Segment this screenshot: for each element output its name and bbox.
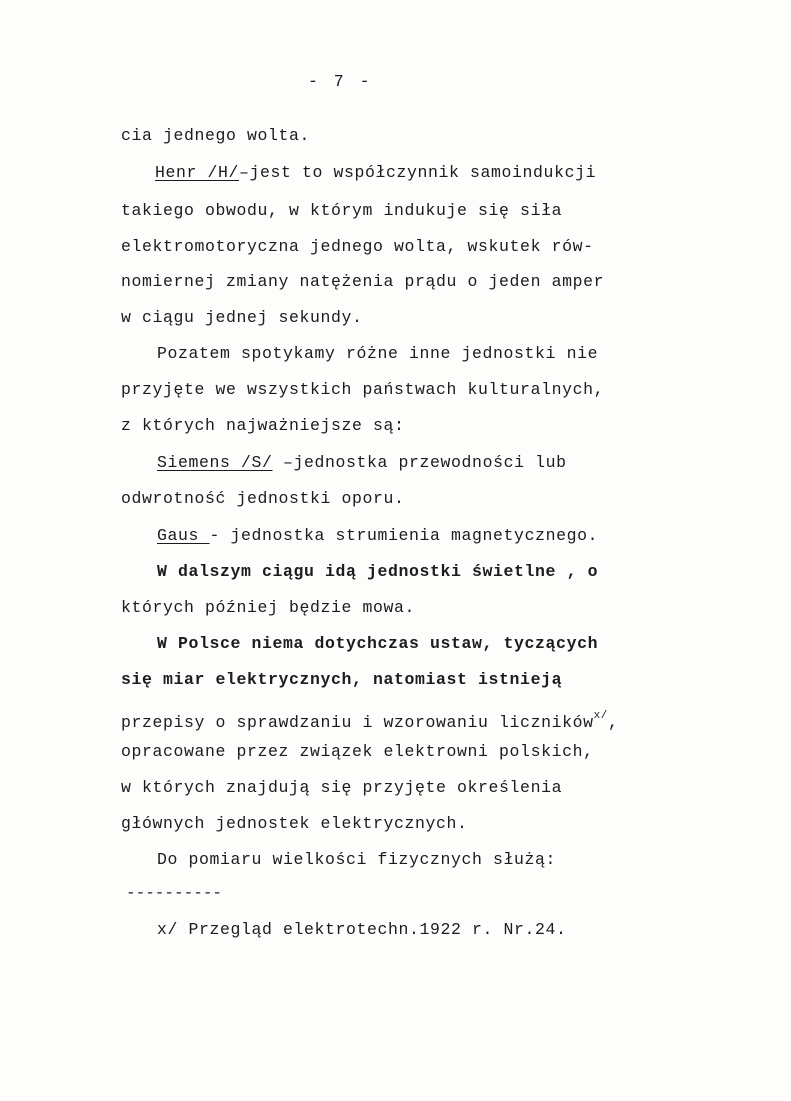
footnote-text: x/ Przegląd elektrotechn.1922 r. Nr.24. <box>157 920 567 939</box>
text-line-17 <box>121 706 619 733</box>
text-line-17-main: przepisy o sprawdzaniu i wzorowaniu liczników <box>121 713 594 732</box>
term-gaus: Gaus <box>157 526 210 545</box>
text-line-15: W Polsce niema dotychczas ustaw, tyczących <box>157 634 599 653</box>
text-line-11: odwrotność jednostki oporu. <box>121 489 405 508</box>
text-line-3: takiego obwodu, w którym indukuje się siła <box>121 201 563 220</box>
text-line-10 <box>157 453 567 473</box>
text-line-13: W dalszym ciągu idą jednostki świetlne , o <box>157 562 599 581</box>
footnote-marker: x/ <box>593 710 608 722</box>
footnote-separator: ---------- <box>126 884 223 902</box>
text-line-14: których później będzie mowa. <box>121 598 416 617</box>
text-line-20: głównych jednostek elektrycznych. <box>121 814 468 833</box>
text-line-5: nomiernej zmiany natężenia prądu o jeden amper <box>121 272 605 291</box>
text-line-1: cia jednego wolta. <box>121 126 311 145</box>
text-line-4: elektromotoryczna jednego wolta, wskutek rów- <box>121 237 594 256</box>
text-line-8: przyjęte we wszystkich państwach kulturalnych, <box>121 380 605 399</box>
page-number: - 7 - <box>308 72 373 91</box>
text-line-12-rest: - jednostka strumienia magnetycznego. <box>209 526 599 545</box>
text-line-17-end: , <box>607 713 619 732</box>
text-line-16: się miar elektrycznych, natomiast istnieją <box>121 670 563 689</box>
text-line-6: w ciągu jednej sekundy. <box>121 308 363 327</box>
term-henr: Henr /H/ <box>155 163 240 182</box>
text-line-2 <box>155 163 596 183</box>
text-line-18: opracowane przez związek elektrowni polskich, <box>121 742 594 761</box>
text-line-10-rest: –jednostka przewodności lub <box>272 453 567 472</box>
text-line-9: z których najważniejsze są: <box>121 416 405 435</box>
text-line-21: Do pomiaru wielkości fizycznych służą: <box>157 850 557 869</box>
term-siemens: Siemens /S/ <box>157 453 273 472</box>
text-line-12 <box>157 526 598 546</box>
text-line-7: Pozatem spotykamy różne inne jednostki nie <box>157 344 599 363</box>
text-line-19: w których znajdują się przyjęte określenia <box>121 778 563 797</box>
text-line-2-rest: –jest to współczynnik samoindukcji <box>239 163 597 182</box>
